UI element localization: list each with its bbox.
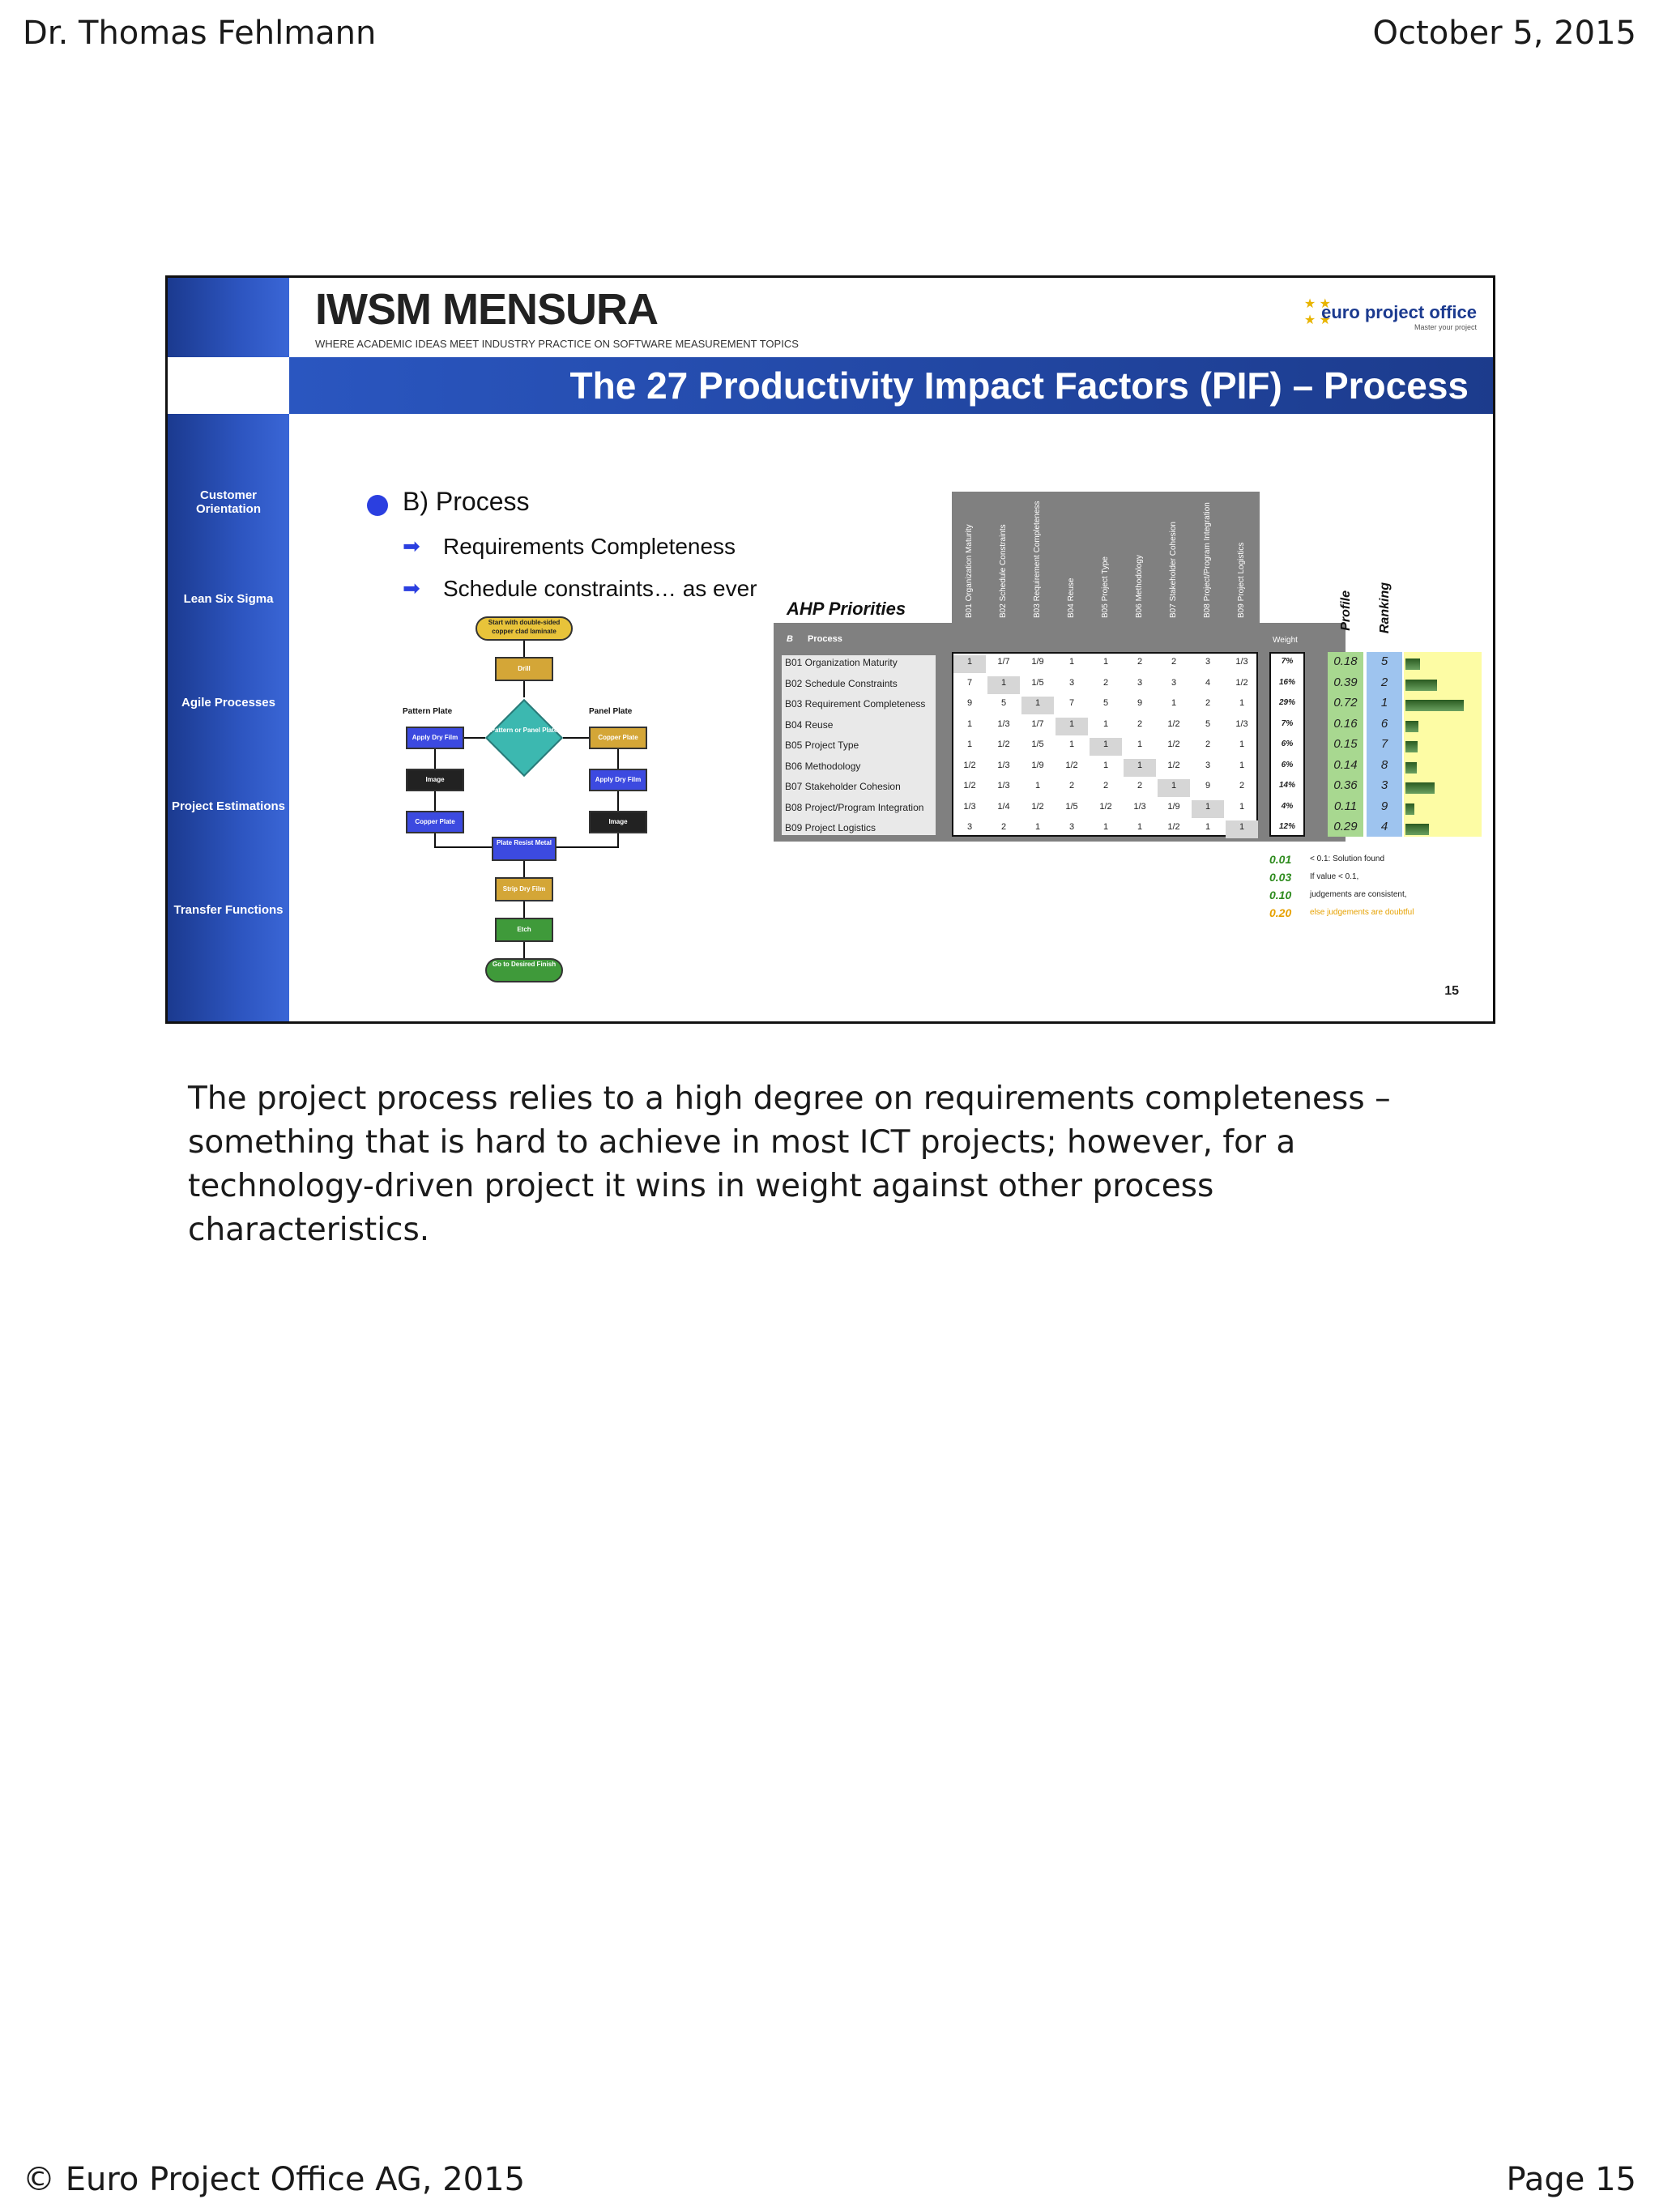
bullet-sub-1: Requirements Completeness bbox=[443, 534, 736, 559]
page-header-author: Dr. Thomas Fehlmann bbox=[23, 15, 377, 52]
ahp-row-label: B06 Methodology bbox=[785, 760, 861, 772]
ahp-row-label: B01 Organization Maturity bbox=[785, 657, 898, 668]
ahp-cell: 3 bbox=[1068, 677, 1075, 688]
ahp-cell: 1/4 bbox=[997, 801, 1010, 812]
ahp-weight: 7% bbox=[1281, 718, 1294, 728]
bullet-main: B) Process bbox=[403, 487, 530, 516]
ahp-legend-value: 0.03 bbox=[1269, 871, 1292, 884]
ahp-cell: 1/9 bbox=[1031, 760, 1044, 770]
flow-left-step-2: Image bbox=[406, 769, 464, 791]
ahp-cell: 1 bbox=[1102, 718, 1109, 729]
ahp-profile-header: Profile bbox=[1339, 590, 1353, 631]
ahp-cell: 7 bbox=[1068, 698, 1075, 708]
ahp-profile-bar bbox=[1405, 658, 1420, 670]
ahp-cell: 7 bbox=[966, 677, 973, 688]
ahp-column-header: B02 Schedule Constraints bbox=[999, 524, 1008, 618]
ahp-cell: 1 bbox=[1034, 822, 1041, 832]
ahp-profile-value: 0.72 bbox=[1333, 696, 1358, 710]
flow-decision: Pattern or Panel Plate bbox=[485, 699, 563, 777]
ahp-cell: 1 bbox=[1102, 822, 1109, 832]
ahp-profile-value: 0.14 bbox=[1333, 757, 1358, 772]
ahp-cell: 1 bbox=[1239, 739, 1245, 749]
sidebar-item-lean-six-sigma: Lean Six Sigma bbox=[183, 592, 274, 606]
ahp-row-label: B08 Project/Program Integration bbox=[785, 801, 924, 813]
ahp-cell: 1/2 bbox=[1167, 718, 1180, 729]
ahp-legend-value: 0.01 bbox=[1269, 853, 1292, 866]
ahp-cell: 1 bbox=[1034, 781, 1041, 791]
ahp-cell: 2 bbox=[1205, 698, 1211, 708]
ahp-legend-text: If value < 0.1, bbox=[1310, 872, 1359, 881]
ahp-corner-b: B bbox=[787, 634, 793, 644]
ahp-cell: 2 bbox=[1000, 822, 1007, 832]
ahp-legend-text: judgements are consistent, bbox=[1310, 890, 1407, 899]
page-header-date: October 5, 2015 bbox=[1372, 15, 1636, 52]
ahp-column-header: B03 Requirement Completeness bbox=[1033, 501, 1042, 618]
ahp-cell: 1 bbox=[1239, 760, 1245, 770]
ahp-title: AHP Priorities bbox=[787, 599, 906, 619]
ahp-cell: 1/5 bbox=[1065, 801, 1078, 812]
ahp-cell: 1 bbox=[1034, 698, 1041, 708]
sidebar-item-transfer-functions: Transfer Functions bbox=[173, 903, 284, 917]
ahp-weight: 16% bbox=[1278, 677, 1295, 687]
flow-right-step-2: Apply Dry Film bbox=[589, 769, 647, 791]
slide-image bbox=[165, 275, 1495, 1024]
ahp-profile-bar bbox=[1405, 782, 1435, 794]
ahp-cell: 9 bbox=[966, 698, 973, 708]
conference-tagline: WHERE ACADEMIC IDEAS MEET INDUSTRY PRACTICE ON SOFTWARE MEASUREMENT TOPICS bbox=[315, 338, 799, 350]
ahp-profile-value: 0.18 bbox=[1333, 654, 1358, 668]
ahp-cell: 1 bbox=[1068, 657, 1075, 667]
bullet-icon bbox=[367, 495, 388, 516]
ahp-cell: 1/3 bbox=[997, 781, 1010, 791]
flow-finish: Go to Desired Finish bbox=[485, 958, 563, 982]
ahp-cell: 9 bbox=[1137, 698, 1143, 708]
ahp-column-header: B05 Project Type bbox=[1101, 556, 1110, 618]
ahp-cell: 1/2 bbox=[1099, 801, 1112, 812]
page-footer-copyright: © Euro Project Office AG, 2015 bbox=[23, 2161, 526, 2198]
ahp-cell: 1 bbox=[1205, 801, 1211, 812]
ahp-cell: 1 bbox=[1137, 822, 1143, 832]
brand-logo: euro project office Master your project bbox=[1321, 302, 1477, 331]
ahp-cell: 1/2 bbox=[1167, 739, 1180, 749]
ahp-legend-value: 0.10 bbox=[1269, 889, 1292, 901]
ahp-cell: 5 bbox=[1205, 718, 1211, 729]
ahp-cell: 1 bbox=[1137, 760, 1143, 770]
ahp-cell: 3 bbox=[966, 822, 973, 832]
ahp-profile-value: 0.11 bbox=[1333, 799, 1358, 813]
ahp-rank-value: 8 bbox=[1380, 757, 1388, 772]
ahp-column-header: B09 Project Logistics bbox=[1237, 542, 1246, 618]
ahp-corner-process: Process bbox=[808, 634, 842, 644]
ahp-cell: 1/3 bbox=[997, 760, 1010, 770]
ahp-weight: 14% bbox=[1278, 781, 1295, 790]
bullet-sub-2: Schedule constraints… as ever bbox=[443, 576, 757, 601]
ahp-cell: 3 bbox=[1171, 677, 1177, 688]
ahp-cell: 1/2 bbox=[1031, 801, 1044, 812]
ahp-profile-bar bbox=[1405, 700, 1464, 711]
flow-etch: Etch bbox=[495, 918, 553, 942]
flow-strip: Strip Dry Film bbox=[495, 877, 553, 901]
ahp-cell: 1/5 bbox=[1031, 677, 1044, 688]
ahp-cell: 1/3 bbox=[1133, 801, 1146, 812]
arrow-right-icon: ➡ bbox=[403, 534, 420, 558]
ahp-cell: 1/2 bbox=[963, 760, 976, 770]
ahp-weight: 29% bbox=[1278, 698, 1295, 707]
flow-start: Start with double-sided copper clad laminate bbox=[476, 616, 573, 641]
star-icon: ★ ★ ★ ★ bbox=[1303, 297, 1331, 327]
page-footer-number: Page 15 bbox=[1506, 2161, 1636, 2198]
flow-right-label: Panel Plate bbox=[589, 707, 633, 716]
ahp-cell: 1 bbox=[1068, 739, 1075, 749]
ahp-profile-bar bbox=[1405, 762, 1417, 774]
ahp-cell: 2 bbox=[1137, 718, 1143, 729]
ahp-row-label: B04 Reuse bbox=[785, 718, 834, 731]
ahp-cell: 5 bbox=[1102, 698, 1109, 708]
flow-right-step-3: Image bbox=[589, 811, 647, 833]
ahp-profile-value: 0.36 bbox=[1333, 778, 1358, 792]
ahp-cell: 3 bbox=[1068, 822, 1075, 832]
ahp-row-label: B05 Project Type bbox=[785, 739, 859, 751]
ahp-row-label: B02 Schedule Constraints bbox=[785, 677, 898, 689]
ahp-cell: 2 bbox=[1137, 781, 1143, 791]
ahp-profile-bar bbox=[1405, 721, 1418, 732]
ahp-cell: 2 bbox=[1205, 739, 1211, 749]
ahp-legend-value: 0.20 bbox=[1269, 906, 1292, 919]
flow-left-label: Pattern Plate bbox=[403, 707, 453, 716]
ahp-cell: 1/2 bbox=[963, 781, 976, 791]
ahp-cell: 2 bbox=[1102, 677, 1109, 688]
ahp-rank-value: 9 bbox=[1380, 799, 1388, 813]
ahp-cell: 1 bbox=[1102, 760, 1109, 770]
ahp-weight: 12% bbox=[1278, 822, 1295, 831]
flow-merge: Plate Resist Metal bbox=[492, 837, 557, 861]
ahp-cell: 1 bbox=[1205, 822, 1211, 832]
ahp-cell: 1 bbox=[1239, 698, 1245, 708]
ahp-cell: 1/2 bbox=[1065, 760, 1078, 770]
ahp-column-header: B04 Reuse bbox=[1067, 578, 1076, 618]
ahp-cell: 1 bbox=[1137, 739, 1143, 749]
ahp-cell: 2 bbox=[1068, 781, 1075, 791]
ahp-legend-text: else judgements are doubtful bbox=[1310, 908, 1414, 917]
ahp-profile-bar bbox=[1405, 741, 1418, 752]
flow-left-step-1: Apply Dry Film bbox=[406, 727, 464, 749]
ahp-cell: 5 bbox=[1000, 698, 1007, 708]
ahp-cell: 1/5 bbox=[1031, 739, 1044, 749]
sidebar-item-project-estimations: Project Estimations bbox=[171, 799, 286, 813]
ahp-row-label: B09 Project Logistics bbox=[785, 822, 876, 833]
ahp-rank-value: 1 bbox=[1380, 696, 1388, 710]
ahp-cell: 3 bbox=[1205, 760, 1211, 770]
ahp-cell: 1 bbox=[1102, 739, 1109, 749]
ahp-cell: 1/2 bbox=[997, 739, 1010, 749]
ahp-weight-header: Weight bbox=[1273, 636, 1298, 645]
ahp-profile-value: 0.29 bbox=[1333, 820, 1358, 833]
ahp-rank-value: 7 bbox=[1380, 737, 1388, 751]
ahp-profile-value: 0.39 bbox=[1333, 675, 1358, 689]
flow-left-step-3: Copper Plate bbox=[406, 811, 464, 833]
ahp-weight: 6% bbox=[1281, 760, 1294, 769]
ahp-cell: 1/3 bbox=[1235, 718, 1248, 729]
ahp-cell: 1/3 bbox=[997, 718, 1010, 729]
ahp-cell: 3 bbox=[1205, 657, 1211, 667]
ahp-weight: 7% bbox=[1281, 657, 1294, 666]
ahp-weight: 6% bbox=[1281, 739, 1294, 748]
ahp-rank-value: 5 bbox=[1380, 654, 1388, 668]
ahp-ranking-header: Ranking bbox=[1378, 582, 1392, 634]
ahp-cell: 3 bbox=[1137, 677, 1143, 688]
ahp-cell: 1/9 bbox=[1167, 801, 1180, 812]
ahp-cell: 1 bbox=[1171, 698, 1177, 708]
ahp-cell: 1/2 bbox=[1167, 760, 1180, 770]
ahp-cell: 1 bbox=[966, 718, 973, 729]
flow-right-step-1: Copper Plate bbox=[589, 727, 647, 749]
ahp-profile-value: 0.16 bbox=[1333, 716, 1358, 731]
ahp-cell: 1/7 bbox=[1031, 718, 1044, 729]
ahp-cell: 1 bbox=[1068, 718, 1075, 729]
ahp-cell: 2 bbox=[1102, 781, 1109, 791]
ahp-cell: 9 bbox=[1205, 781, 1211, 791]
ahp-weight: 4% bbox=[1281, 801, 1294, 811]
ahp-cell: 1 bbox=[966, 739, 973, 749]
ahp-row-label: B03 Requirement Completeness bbox=[785, 698, 926, 710]
sidebar-item-customer-orientation: Customer Orientation bbox=[195, 488, 261, 516]
ahp-cell: 1/9 bbox=[1031, 657, 1044, 667]
ahp-profile-bar bbox=[1405, 680, 1437, 691]
ahp-cell: 1 bbox=[1000, 677, 1007, 688]
ahp-column-header: B06 Methodology bbox=[1135, 555, 1144, 618]
ahp-cell: 1/2 bbox=[1167, 822, 1180, 832]
ahp-legend-text: < 0.1: Solution found bbox=[1310, 855, 1385, 863]
conference-logo: IWSM MENSURA bbox=[315, 285, 658, 334]
slide-number: 15 bbox=[1444, 984, 1459, 998]
ahp-cell: 1 bbox=[1239, 801, 1245, 812]
sidebar-item-agile-processes: Agile Processes bbox=[181, 696, 275, 710]
ahp-rank-value: 4 bbox=[1380, 820, 1388, 833]
ahp-profile-bar bbox=[1405, 803, 1414, 815]
ahp-cell: 1/3 bbox=[963, 801, 976, 812]
ahp-cell: 1 bbox=[1239, 822, 1245, 832]
ahp-profile-bar bbox=[1405, 824, 1429, 835]
ahp-cell: 1 bbox=[1171, 781, 1177, 791]
ahp-column-header: B07 Stakeholder Cohesion bbox=[1169, 522, 1178, 618]
ahp-rank-value: 2 bbox=[1380, 675, 1388, 689]
ahp-cell: 2 bbox=[1239, 781, 1245, 791]
ahp-cell: 1 bbox=[1102, 657, 1109, 667]
ahp-cell: 2 bbox=[1171, 657, 1177, 667]
ahp-cell: 2 bbox=[1137, 657, 1143, 667]
flow-drill: Drill bbox=[495, 657, 553, 681]
ahp-cell: 1 bbox=[966, 657, 973, 667]
arrow-right-icon: ➡ bbox=[403, 576, 420, 600]
ahp-column-header: B08 Project/Program Integration bbox=[1203, 502, 1212, 618]
ahp-row-label: B07 Stakeholder Cohesion bbox=[785, 781, 901, 792]
ahp-rank-value: 3 bbox=[1380, 778, 1388, 792]
slide-title: The 27 Productivity Impact Factors (PIF) – Process bbox=[289, 357, 1495, 414]
ahp-cell: 1/3 bbox=[1235, 657, 1248, 667]
ahp-column-header: B01 Organization Maturity bbox=[965, 524, 974, 618]
ahp-cell: 1/7 bbox=[997, 657, 1010, 667]
ahp-profile-value: 0.15 bbox=[1333, 737, 1358, 751]
ahp-rank-value: 6 bbox=[1380, 716, 1388, 731]
ahp-cell: 4 bbox=[1205, 677, 1211, 688]
speaker-notes: The project process relies to a high degree on requirements completeness – something that is hard to achieve in most ICT projects; however, for a technology-driven project it wins in weight against other process characteristics. bbox=[188, 1080, 1391, 1248]
ahp-cell: 1/2 bbox=[1235, 677, 1248, 688]
